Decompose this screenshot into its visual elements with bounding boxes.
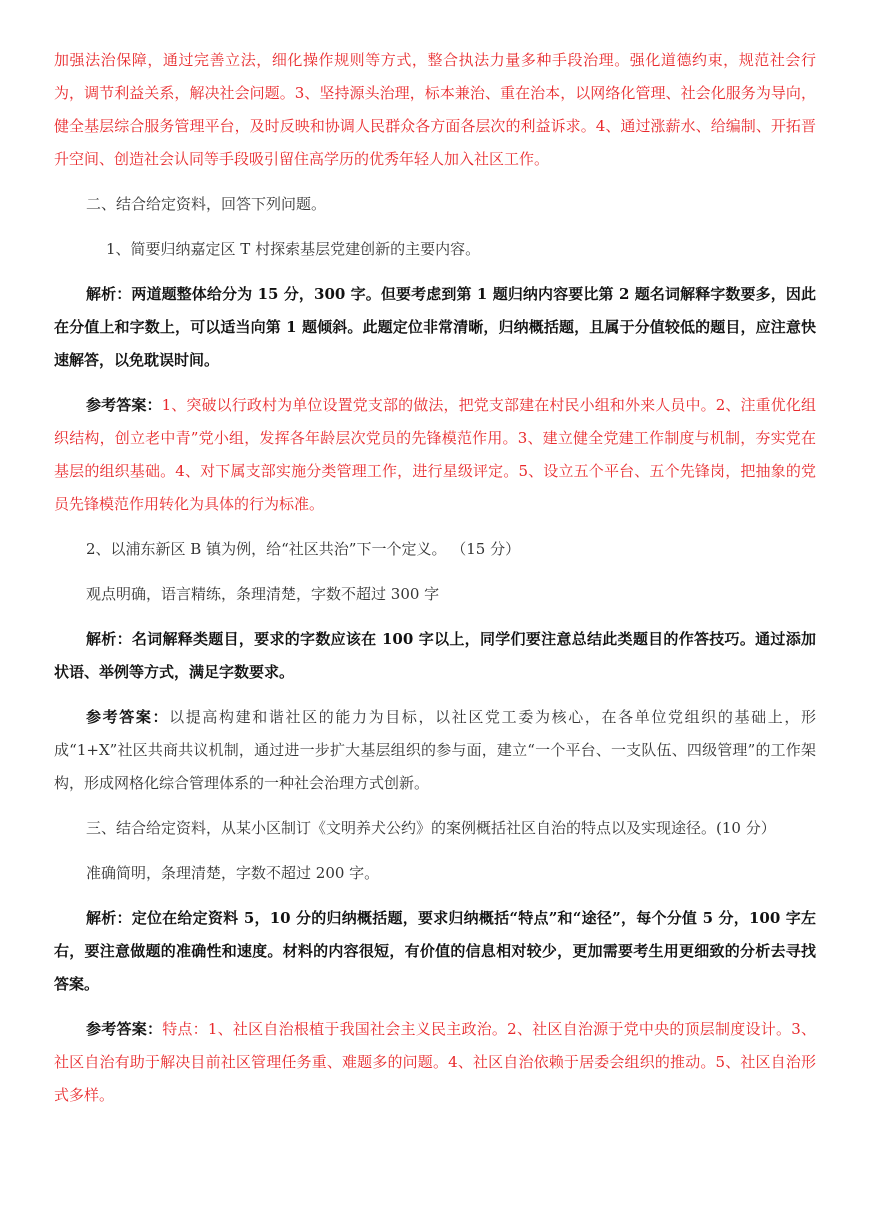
question-two: 2、以浦东新区 B 镇为例，给“社区共治”下一个定义。 （15 分）	[86, 540, 521, 558]
document-page	[54, 44, 816, 1112]
section-three-analysis: 解析：定位在给定资料 5，10 分的归纳概括题，要求归纳概括“特点”和“途径”，每个分值 5 分，100 字左右，要注意做题的准确性和速度。材料的内容很短，有价值的信息相对较少，更加需要考生用更细致的分析去寻找答案。	[54, 909, 816, 993]
question-two-analysis: 解析：名词解释类题目，要求的字数应该在 100 字以上，同学们要注意总结此类题目的作答技巧。通过添加状语、举例等方式，满足字数要求。	[54, 630, 816, 681]
question-one: 1、简要归纳嘉定区 T 村探索基层党建创新的主要内容。	[106, 240, 481, 258]
answer-label: 参考答案：	[86, 396, 162, 414]
question-one-answer	[54, 389, 816, 521]
section-three-heading: 三、结合给定资料，从某小区制订《文明养犬公约》的案例概括社区自治的特点以及实现途径。(10 分）	[86, 819, 776, 837]
answer-text: 1、突破以行政村为单位设置党支部的做法，把党支部建在村民小组和外来人员中。2、注重优化组织结构，创立老中青”党小组，发挥各年龄层次党员的先锋模范作用。3、建立健全党建工作制度与机制，夯实党在基层的组织基础。4、对下属支部实施分类管理工作，进行星级评定。5、设立五个平台、五个先锋岗，把抽象的党员先锋模范作用转化为具体的行为标准。	[54, 396, 816, 513]
answer-text: 特点：1、社区自治根植于我国社会主义民主政治。2、社区自治源于党中央的顶层制度设计。3、社区自治有助于解决目前社区管理任务重、难题多的问题。4、社区自治依赖于居委会组织的推动。5、社区自治形式多样。	[54, 1020, 816, 1104]
answer-label: 参考答案：	[86, 1020, 163, 1038]
question-two-answer	[54, 701, 816, 800]
answer-continuation: 加强法治保障，通过完善立法，细化操作规则等方式，整合执法力量多种手段治理。强化道德约束，规范社会行为，调节利益关系，解决社会问题。3、坚持源头治理，标本兼治、重在治本，以网络化管理、社会化服务为导向，健全基层综合服务管理平台，及时反映和协调人民群众各方面各层次的利益诉求。4、通过涨薪水、给编制、开拓晋升空间、创造社会认同等手段吸引留住高学历的优秀年轻人加入社区工作。	[54, 51, 816, 168]
question-two-requirement: 观点明确，语言精练，条理清楚，字数不超过 300 字	[86, 585, 440, 603]
section-three-answer	[54, 1013, 816, 1112]
answer-label: 参考答案：	[86, 708, 170, 726]
answer-text: 以提高构建和谐社区的能力为目标，以社区党工委为核心，在各单位党组织的基础上，形成“1+X”社区共商共议机制，通过进一步扩大基层组织的参与面，建立“一个平台、一支队伍、四级管理”的工作架构，形成网格化综合管理体系的一种社会治理方式创新。	[54, 708, 816, 792]
question-one-analysis: 解析：两道题整体给分为 15 分，300 字。但要考虑到第 1 题归纳内容要比第 2 题名词解释字数要多，因此在分值上和字数上，可以适当向第 1 题倾斜。此题定位非常清晰，归纳概括题，且属于分值较低的题目，应注意快速解答，以免耽误时间。	[54, 285, 816, 369]
section-three-requirement: 准确简明，条理清楚，字数不超过 200 字。	[86, 864, 380, 882]
section-two-heading: 二、结合给定资料，回答下列问题。	[86, 195, 327, 213]
